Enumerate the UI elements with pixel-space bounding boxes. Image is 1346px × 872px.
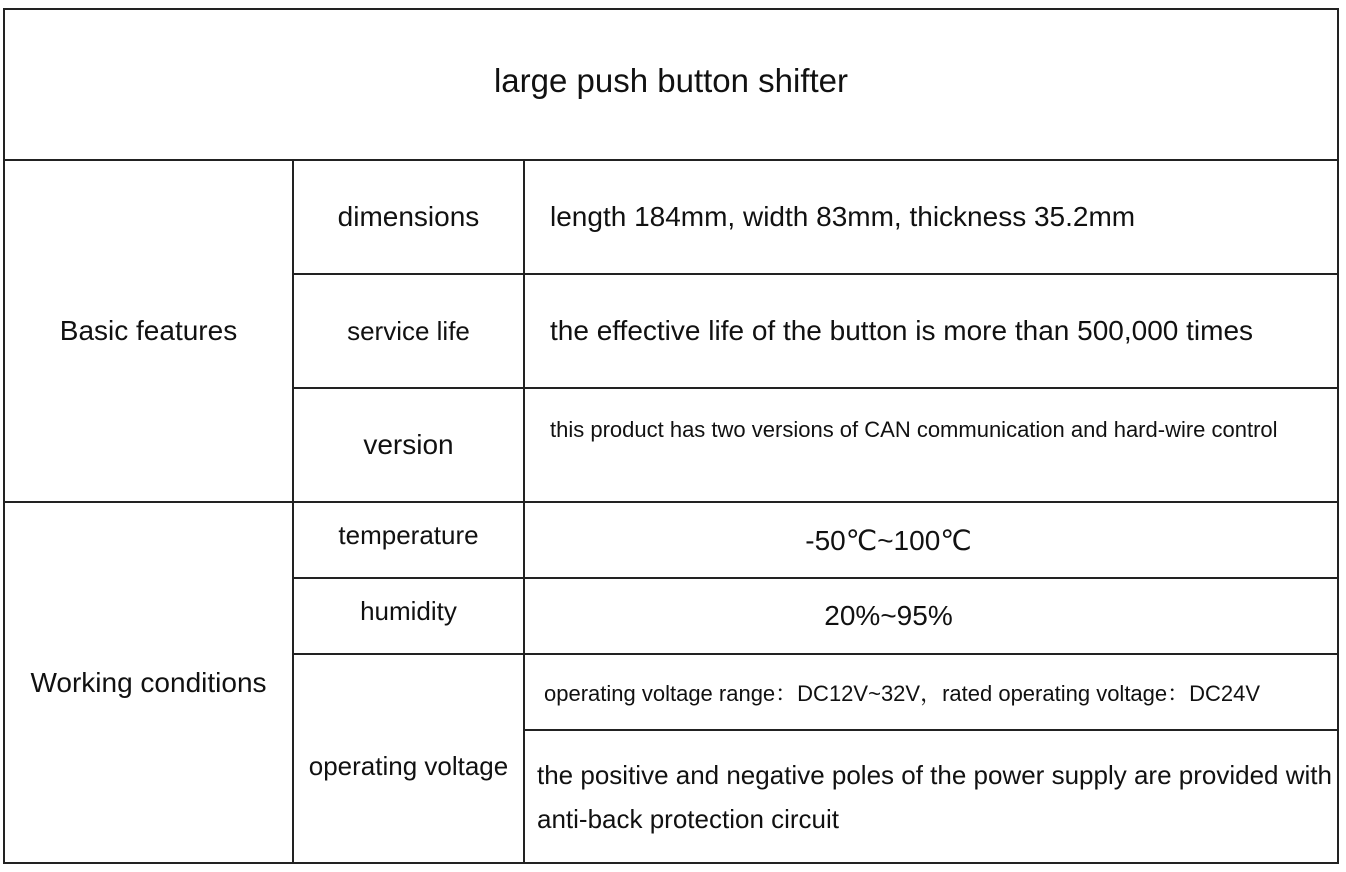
row-value-reverse-protection: the positive and negative poles of the power supply are provided with anti-back protection circuit xyxy=(537,759,1332,834)
row-label-temperature: temperature xyxy=(338,519,479,550)
row-value-temperature: -50℃~100℃ xyxy=(805,524,972,556)
table-title: large push button shifter xyxy=(493,61,849,99)
row-label-service-life: service life xyxy=(347,315,470,346)
row-label-version: version xyxy=(363,429,454,460)
row-label-dimensions: dimensions xyxy=(337,201,480,232)
row-value-dimensions: length 184mm, width 83mm, thickness 35.2mm xyxy=(550,201,1136,232)
spec-table xyxy=(3,8,1339,864)
row-value-version: this product has two versions of CAN communication and hard-wire control xyxy=(550,417,1278,442)
row-value-voltage-range: operating voltage range：DC12V~32V，rated operating voltage：DC24V xyxy=(544,680,1261,706)
section-label-basic-features: Basic features xyxy=(59,315,238,346)
table-border-bottom xyxy=(3,862,1339,864)
table-border-right xyxy=(1337,8,1339,864)
row-label-humidity: humidity xyxy=(360,595,457,626)
row-value-service-life: the effective life of the button is more than 500,000 times xyxy=(550,315,1254,346)
section-label-working-conditions: Working conditions xyxy=(30,666,267,698)
row-label-operating-voltage: operating voltage xyxy=(308,751,509,781)
row-value-humidity: 20%~95% xyxy=(824,600,953,631)
